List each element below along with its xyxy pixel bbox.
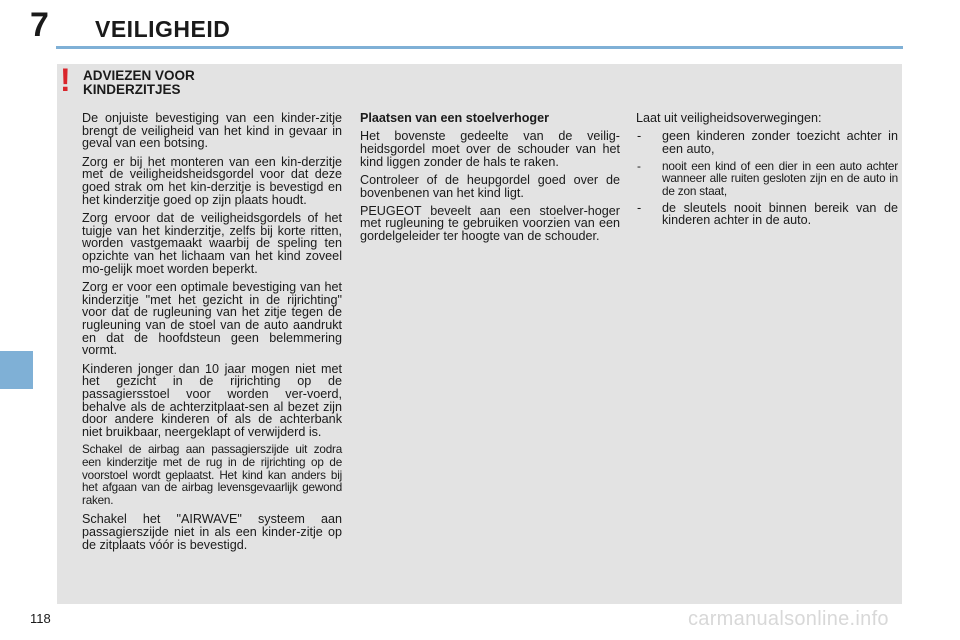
chapter-number: 7 [30,6,49,44]
title-underline [56,46,903,49]
paragraph: Het bovenste gedeelte van de veilig-heidsgordel moet over de schouder van het kind liggen zonder de hals te raken. [360,129,620,169]
warning-icon: ! [60,62,71,98]
bullet-dash: - [637,200,642,215]
list-item-text: de sleutels nooit binnen bereik van de kinderen achter in de auto. [662,200,898,228]
paragraph: De onjuiste bevestiging van een kinder-zitje brengt de veiligheid van het kind in gevaar in geval van een botsing. [82,111,342,151]
bullet-dash: - [637,129,642,144]
paragraph: Zorg ervoor dat de veiligheidsgordels of het tuigje van het kinderzitje, zelfs bij korte ritten, worden vastgemaakt waarbij de speling ten opzichte van het lichaam van het kind zoveel mo-gelijk moet worden beperkt. [82,210,342,276]
section-heading [83,69,323,97]
column-booster-seat [360,112,620,248]
page-number: 118 [30,611,51,626]
list-item [636,130,898,155]
paragraph: Schakel de airbag aan passagierszijde uit zodra een kinderzitje met de rug in de rijrichting op de voorstoel wordt geplaatst. Het kind kan anders bij het afgaan van de airbag levensgevaarlijk gewond raken. [82,443,342,508]
watermark: carmanualsonline.info [688,608,889,630]
list-item-text: nooit een kind of een dier in een auto achter wanneer alle ruiten gesloten zijn en de auto in de zon staat, [662,158,898,199]
paragraph: Schakel het "AIRWAVE" systeem aan passagierszijde niet in als een kinder-zitje op de zitplaats vóór is bevestigd. [82,512,342,552]
paragraph: Zorg er voor een optimale bevestiging van het kinderzitje "met het gezicht in de rijrichting" voor dat de rugleuning van het zitje tegen de rugleuning van de stoel van de auto aandrukt en dat de hoofdsteun geen belemmering vormt. [82,279,342,358]
list-item-text: geen kinderen zonder toezicht achter in een auto, [662,129,898,156]
column-safety-reasons [636,112,898,231]
subheading: Plaatsen van een stoelverhoger [360,111,549,125]
paragraph: Controleer of de heupgordel goed over de bovenbenen van het kind ligt. [360,172,620,200]
list-item [636,160,898,198]
intro-text: Laat uit veiligheidsoverwegingen: [636,111,822,125]
page-title: VEILIGHEID [95,16,231,42]
bullet-dash: - [637,158,641,173]
paragraph: Kinderen jonger dan 10 jaar mogen niet met het gezicht in de rijrichting op de passagiersstoel voor worden ver-voerd, behalve als de achterzitplaat-sen al bezet zijn door andere kinderen of als de achterbank niet bruikbaar, neergeklapt of verwijderd is. [82,361,342,440]
paragraph: PEUGEOT beveelt aan een stoelver-hoger met rugleuning te gebruiken voorzien van een gordelgeleider ter hoogte van de schouder. [360,203,620,244]
paragraph: Zorg er bij het monteren van een kin-derzitje met de veiligheidsheidsgordel voor dat deze goed strak om het kin-derzitje is bevestigd en het kinderzitje goed op zijn plaats houdt. [82,154,342,207]
section-heading-line2: KINDERZITJES [83,82,181,97]
section-heading-line1: ADVIEZEN VOOR [83,68,195,83]
bullet-list [636,130,898,227]
list-item [636,202,898,227]
column-child-seat-advice [82,112,342,557]
chapter-side-tab [0,351,33,389]
